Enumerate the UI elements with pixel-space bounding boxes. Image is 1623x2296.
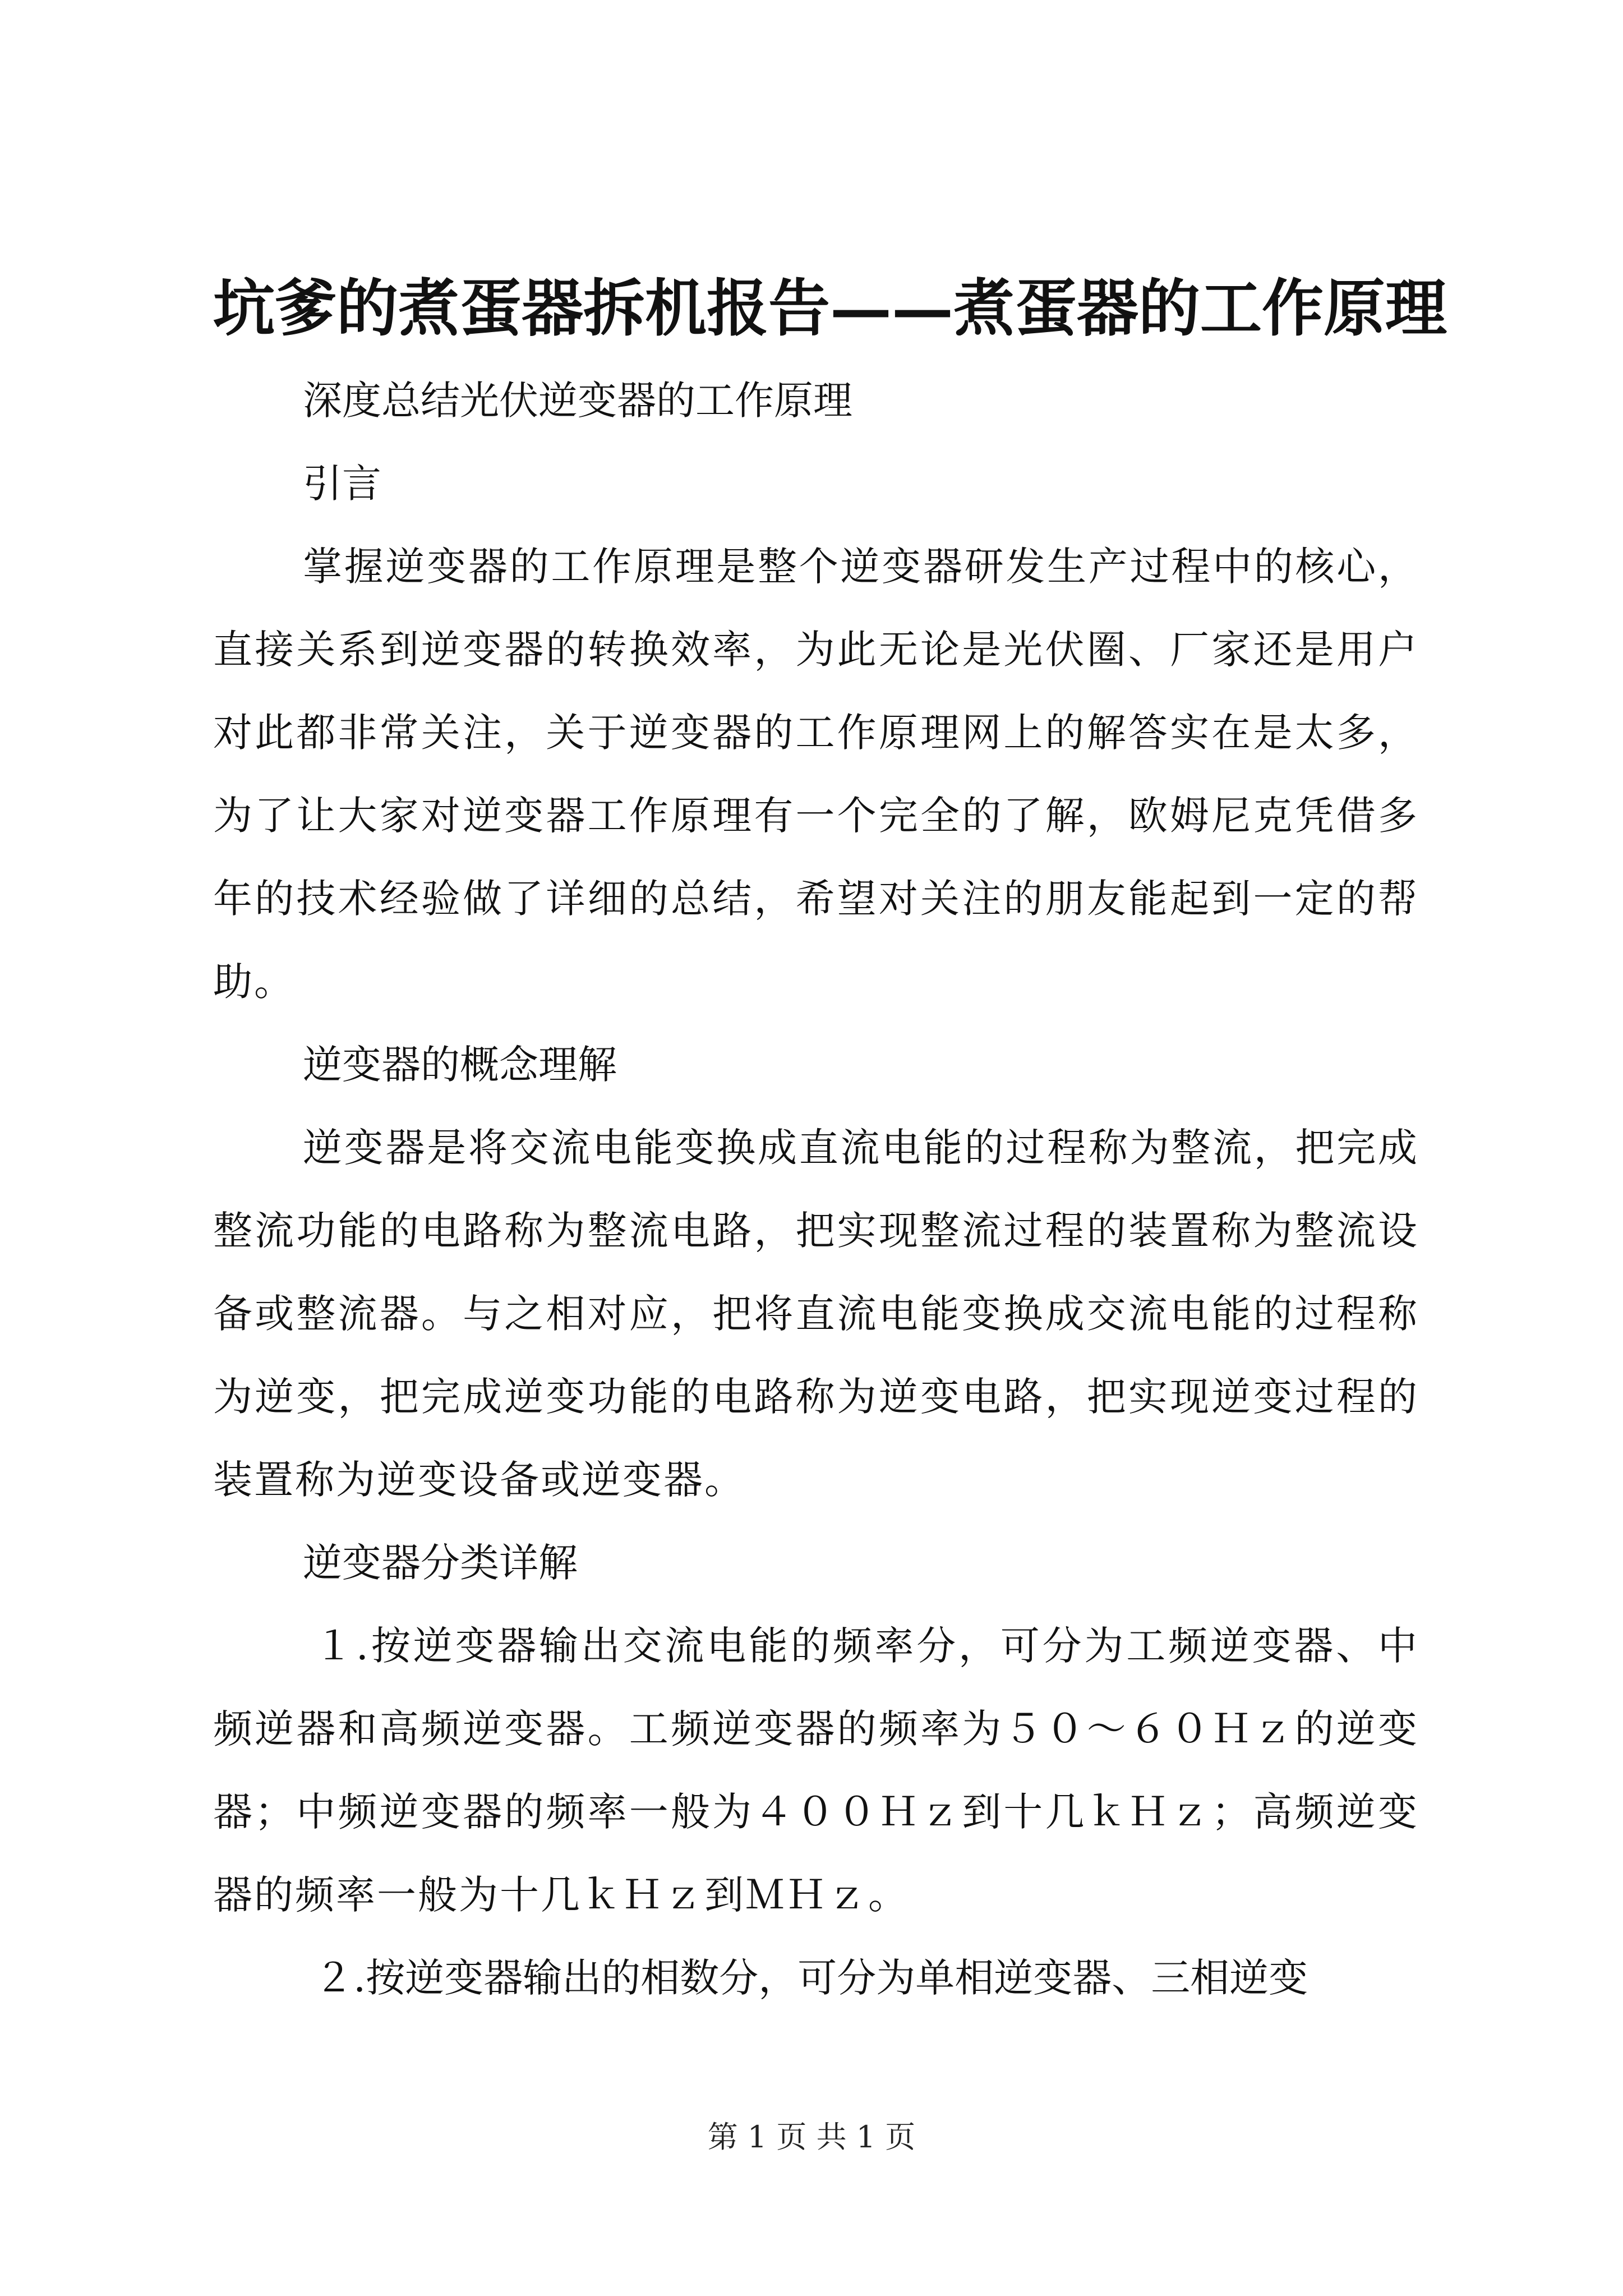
intro-heading: 引言	[303, 461, 381, 507]
classification-heading: 逆变器分类详解	[303, 1540, 578, 1586]
document-title: 坑爹的煮蛋器拆机报告——煮蛋器的工作原理	[213, 272, 1447, 344]
document-body	[213, 264, 1447, 2019]
concept-paragraph: 逆变器是将交流电能变换成直流电能的过程称为整流，把完成整流功能的电路称为整流电路，把实现整流过程的装置称为整流设备或整流器。与之相对应，把将直流电能变换成交流电能的过程称为逆变，把完成逆变功能的电路称为逆变电路，把实现逆变过程的装置称为逆变设备或逆变器。	[213, 1125, 1419, 1503]
classification-item-2: ２.按逆变器输出的相数分，可分为单相逆变器、三相逆变	[314, 1955, 1308, 2001]
intro-paragraph: 掌握逆变器的工作原理是整个逆变器研发生产过程中的核心，直接关系到逆变器的转换效率，为此无论是光伏圈、厂家还是用户对此都非常关注，关于逆变器的工作原理网上的解答实在是太多，为了让大家对逆变器工作原理有一个完全的了解，欧姆尼克凭借多年的技术经验做了详细的总结，希望对关注的朋友能起到一定的帮助。	[213, 544, 1419, 1005]
document-subtitle: 深度总结光伏逆变器的工作原理	[303, 378, 852, 424]
concept-heading: 逆变器的概念理解	[303, 1042, 617, 1088]
page-footer: 第 1 页 共 1 页	[707, 2119, 916, 2155]
classification-item-1: １.按逆变器输出交流电能的频率分，可分为工频逆变器、中频逆器和高频逆变器。工频逆变器的频率为５０～６０Ｈｚ的逆变器；中频逆变器的频率一般为４００Ｈｚ到十几ｋＨｚ；高频逆变器的频率一般为十几ｋＨｚ到ＭＨｚ。	[213, 1623, 1419, 1918]
